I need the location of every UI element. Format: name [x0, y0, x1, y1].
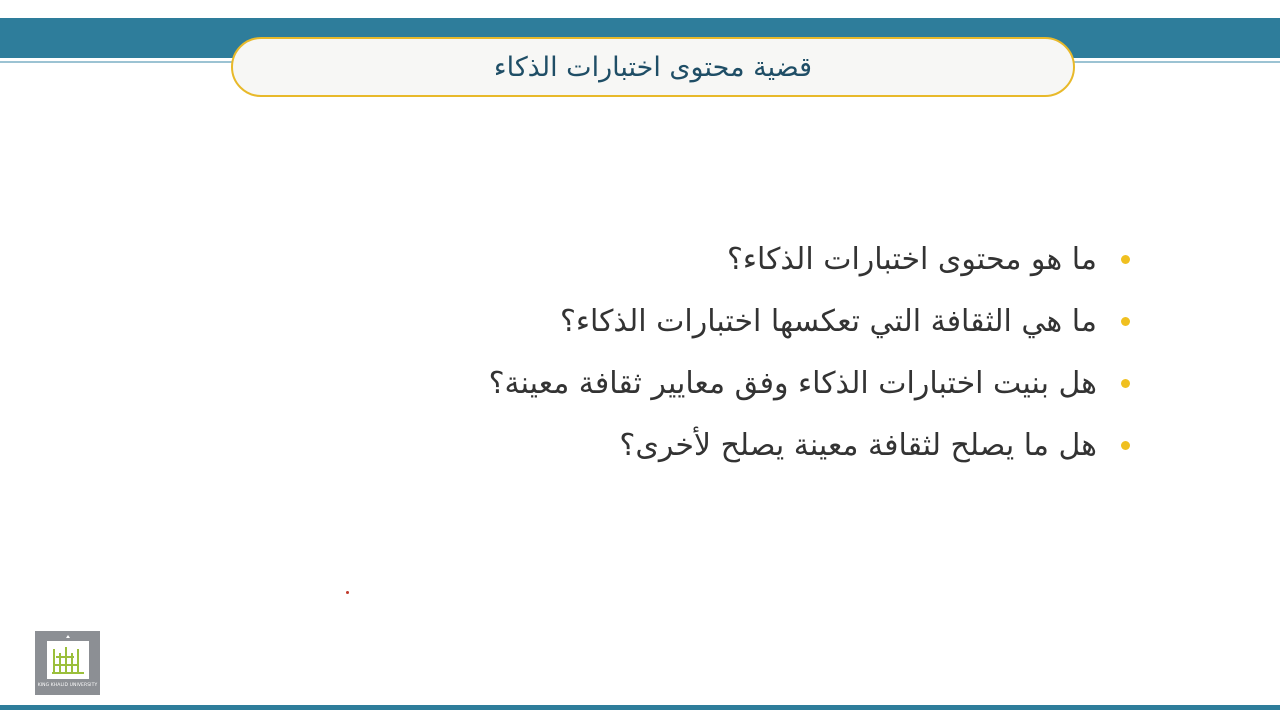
bullet-icon	[1121, 441, 1130, 450]
bullet-text: ما هو محتوى اختبارات الذكاء؟	[726, 241, 1097, 277]
bullet-icon	[1121, 379, 1130, 388]
list-item	[370, 228, 1130, 290]
stray-mark	[346, 591, 349, 594]
bullet-list	[370, 228, 1130, 476]
title-banner	[231, 37, 1075, 97]
university-logo-icon	[44, 635, 92, 681]
slide-title: قضية محتوى اختبارات الذكاء	[493, 51, 813, 83]
logo-caption: KING KHALID UNIVERSITY	[37, 683, 98, 688]
bullet-icon	[1121, 255, 1130, 264]
university-logo	[35, 631, 100, 695]
bullet-text: هل بنيت اختبارات الذكاء وفق معايير ثقافة معينة؟	[488, 365, 1097, 401]
list-item	[370, 414, 1130, 476]
bullet-text: هل ما يصلح لثقافة معينة يصلح لأخرى؟	[619, 427, 1097, 463]
bullet-icon	[1121, 317, 1130, 326]
list-item	[370, 290, 1130, 352]
bullet-text: ما هي الثقافة التي تعكسها اختبارات الذكاء؟	[559, 303, 1097, 339]
list-item	[370, 352, 1130, 414]
footer-band	[0, 705, 1280, 710]
